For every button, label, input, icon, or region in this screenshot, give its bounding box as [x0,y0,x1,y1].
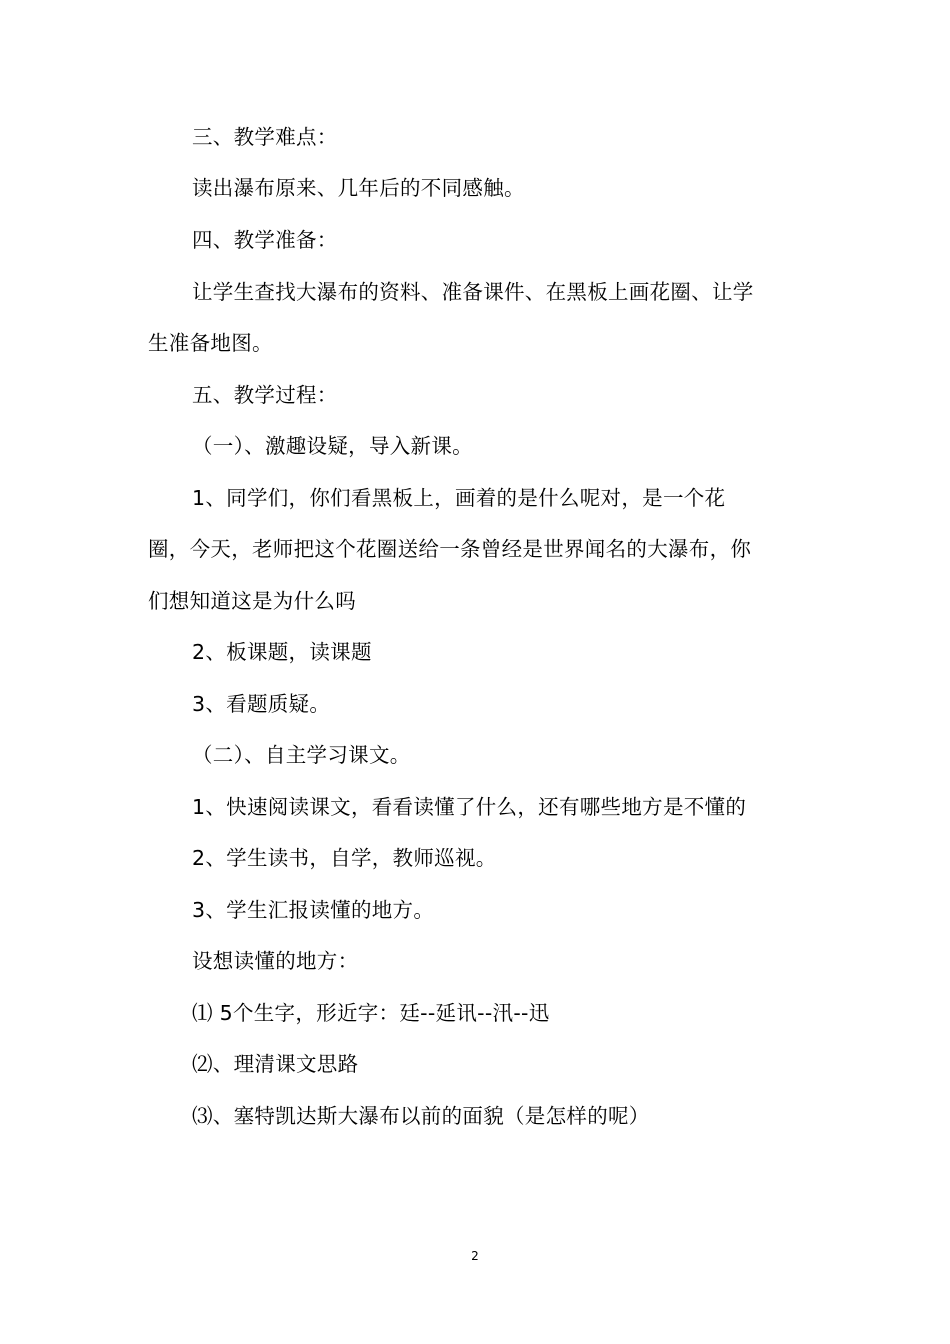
paragraph-line: 们想知道这是为什么吗 [148,589,356,613]
paragraph-line: 1、同学们，你们看黑板上，画着的是什么呢对，是一个花 [192,486,726,510]
heading-teaching-process: 五、教学过程： [192,383,338,407]
paragraph-line: 3、学生汇报读懂的地方。 [192,898,435,922]
list-item: ⑴ 5个生字，形近字：廷--延讯--汛--迅 [192,1001,550,1025]
paragraph-line: 3、看题质疑。 [192,692,331,716]
subheading-self-study: （二）、自主学习课文。 [192,743,411,767]
paragraph-line: 2、板课题，读课题 [192,640,372,664]
subheading-introduction: （一）、激趣设疑，导入新课。 [192,434,473,458]
heading-teaching-preparation: 四、教学准备： [192,228,338,252]
paragraph-line: 设想读懂的地方： [192,949,359,973]
paragraph-line: 2、学生读书，自学，教师巡视。 [192,846,497,870]
paragraph-line: 读出瀑布原来、几年后的不同感触。 [192,176,525,200]
list-item: ⑵、理清课文思路 [192,1052,359,1076]
paragraph-line: 圈，今天，老师把这个花圈送给一条曾经是世界闻名的大瀑布，你 [148,537,752,561]
heading-teaching-difficulty: 三、教学难点： [192,125,338,149]
paragraph-line: 1、快速阅读课文，看看读懂了什么，还有哪些地方是不懂的 [192,795,747,819]
paragraph-line: 生准备地图。 [148,331,273,355]
list-item: ⑶、塞特凯达斯大瀑布以前的面貌（是怎样的呢） [192,1104,650,1128]
page-number: 2 [471,1249,479,1263]
paragraph-line: 让学生查找大瀑布的资料、准备课件、在黑板上画花圈、让学 [192,280,754,304]
